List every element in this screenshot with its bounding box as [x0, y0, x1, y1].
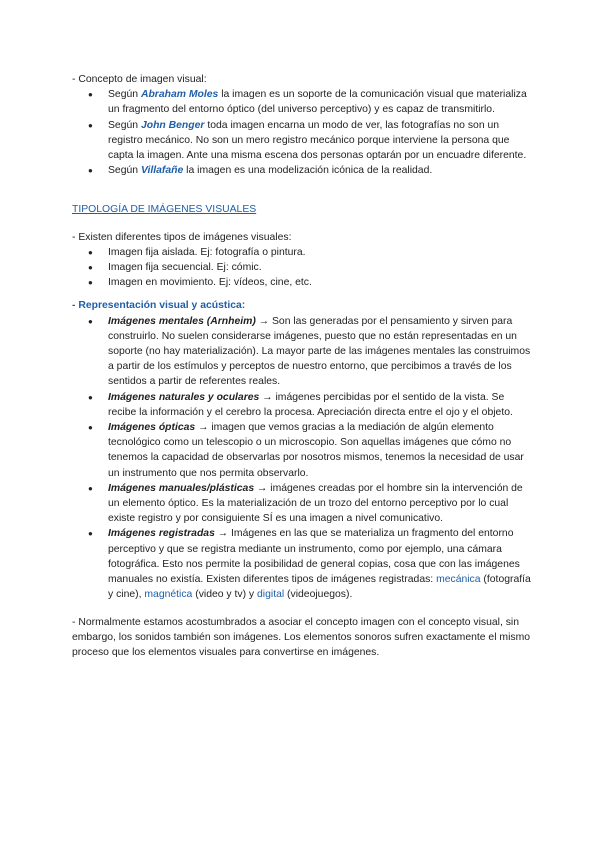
list-item: ● Imagen en movimiento. Ej: vídeos, cine, etc. — [72, 275, 532, 290]
list-item: ● Imágenes ópticas → imagen que vemos gracias a la mediación de algún elemento tecnológico como un telescopio o un microscopio. Son aquellas imágenes que cómo no tenemos la capacidad de observarlas por nosotros mismos, tenemos la necesidad de usar un instrumento que nos permita observarlo. — [72, 420, 532, 481]
section-heading-tipologia: TIPOLOGÍA DE IMÁGENES VISUALES — [72, 204, 257, 216]
document-content — [72, 72, 532, 660]
author-name: Abraham Moles — [140, 89, 219, 101]
list-item: ● Según Abraham Moles la imagen es un soporte de la comunicación visual que materializa un fragmento del entorno óptico (del universo perceptivo) y es capaz de transmitirlo. — [72, 87, 532, 117]
keyword-digital: digital — [257, 589, 285, 601]
term: Imágenes registradas — [108, 528, 215, 540]
section2-intro: - Existen diferentes tipos de imágenes visuales: — [72, 231, 292, 243]
term: Imágenes ópticas — [108, 422, 196, 434]
list-item: ● Imágenes registradas → Imágenes en las que se materializa un fragmento del entorno perceptivo y que se registra mediante un instrumento, como por ejemplo, una cámara fotográfica. Esto nos permite la posibilidad de general copias, cosa que con las imágenes manuales no existía. Existen diferentes tipos de imágenes registradas: mecánica (fotografía y cine), magnética (video y tv) y digital (videojuegos). — [72, 526, 532, 602]
term: Imágenes manuales/plásticas — [108, 482, 255, 494]
author-name: John Benger — [140, 119, 205, 131]
term: Imágenes naturales y oculares — [108, 391, 260, 403]
representation-list — [72, 314, 532, 603]
keyword-mecanica: mecánica — [436, 574, 481, 586]
definitions-list — [72, 87, 532, 178]
list-item: ● Según Villafañe la imagen es una modelización icónica de la realidad. — [72, 163, 532, 178]
list-item: ● Imágenes naturales y oculares → imágenes percibidas por el sentido de la vista. Se recibe la información y el cerebro la procesa. Apreciación directa entre el ojo y el objeto. — [72, 390, 532, 420]
author-name: Villafañe — [140, 165, 184, 177]
list-item: ● Imagen fija aislada. Ej: fotografía o pintura. — [72, 245, 532, 260]
closing-paragraph: - Normalmente estamos acostumbrados a asociar el concepto imagen con el concepto visual, sin embargo, los sonidos también son imágenes. Los elementos sonoros sufren exactamente el mismo proceso que los elementos visuales para convertirse en imágenes. — [72, 616, 531, 658]
term: Imágenes mentales (Arnheim) — [108, 315, 256, 327]
image-types-list — [72, 245, 532, 291]
list-item: ● Imágenes manuales/plásticas → imágenes creadas por el hombre sin la intervención de un elemento óptico. Es la materialización de un trozo del entorno perceptivo por lo cual existe registro y por consiguiente SÍ es una imagen a nivel comunicativo. — [72, 481, 532, 527]
list-item: ● Según John Benger toda imagen encarna un modo de ver, las fotografías no son un registro mecánico. No son un mero registro mecánico porque interviene la persona que capta la imagen. Ante una misma escena dos personas optarán por un encuadre diferente. — [72, 118, 532, 164]
section3-heading: - Representación visual y acústica: — [72, 300, 246, 312]
list-item: ● Imagen fija secuencial. Ej: cómic. — [72, 260, 532, 275]
keyword-magnetica: magnética — [144, 589, 193, 601]
list-item: ● Imágenes mentales (Arnheim) → Son las generadas por el pensamiento y sirven para construirlo. No suelen considerarse imágenes, puesto que no están representadas en un soporte (no hay materialización). La mayor parte de las imágenes mentales las construimos a partir de los estímulos y perceptos de nuestro entorno, que percibimos a través de los sentidos a partir de referentes reales. — [72, 314, 532, 390]
section1-intro: - Concepto de imagen visual: — [72, 74, 207, 85]
